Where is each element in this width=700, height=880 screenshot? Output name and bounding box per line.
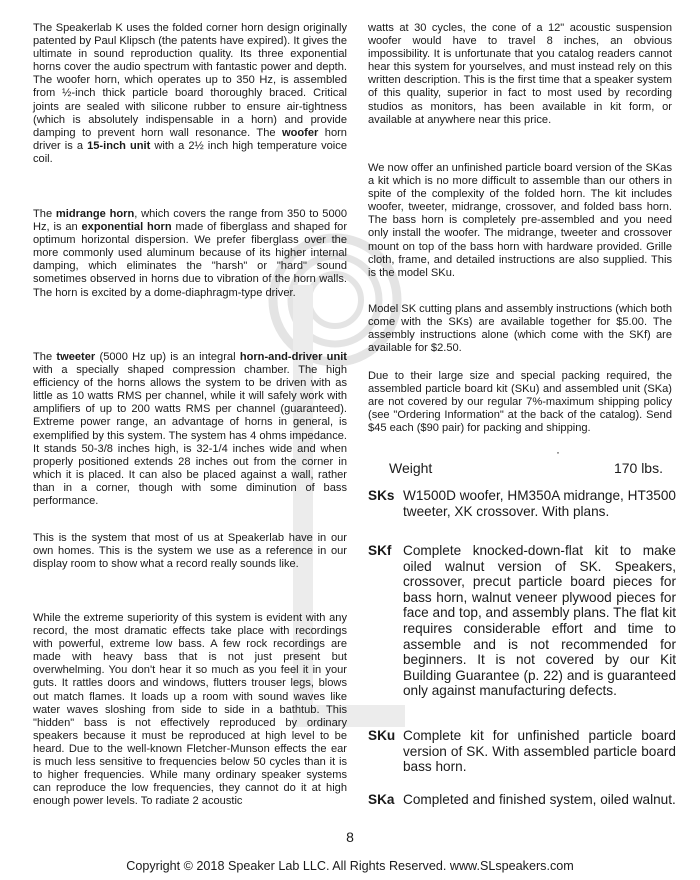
stray-mark: · (556, 445, 560, 459)
tweeter-paragraph (33, 351, 347, 508)
weight-label: Weight (389, 460, 433, 476)
text-run: The Speakerlab K uses the folded corner horn design originally patented by Paul Klipsch (the patents have expired). It gives the ultimate in sound reproduction quality. Its three exponential horns cover the audio spectrum with fantastic power and depth. The woofer horn, which operates up to 350 Hz, is assembled from ½-inch thick particle board thoroughly braced. Critical joints are sealed with silicone rubber to ensure air-tightness (which is absolutely indispensable in a horn) and provide damping to prevent horn wall resonance. The (33, 22, 347, 139)
kit-description: Completed and finished system, oiled walnut. (403, 792, 676, 807)
reference-paragraph: This is the system that most of us at Speakerlab have in our own homes. This is the system we use as a reference in our display room to show what a record really sounds like. (33, 532, 347, 571)
kit-code: SKs (368, 488, 395, 503)
copyright-footer: Copyright © 2018 Speaker Lab LLC. All Rights Reserved. www.SLspeakers.com (126, 859, 574, 873)
bold-term: 15-inch unit (87, 139, 151, 152)
weight-row (389, 460, 663, 476)
bold-term: exponential horn (81, 221, 172, 234)
kit-item (368, 728, 676, 775)
page-number: 8 (346, 829, 354, 845)
kit-item (368, 543, 676, 699)
bold-term: midrange horn (55, 208, 135, 220)
weight-value: 170 lbs. (613, 460, 663, 476)
text-run: , which covers the range from 350 to 5000 Hz, is an (33, 208, 347, 234)
text-run: made of fiberglass and shaped for optimum horizontal dispersion. We prefer fiberglass over the more commonly used aluminum because of its higher internal damping, which eliminates the "harsh" or "hard" sound sometimes observed in horns due to vibration of the horn walls. The horn is excited by a dome-diaphragm-type driver. (33, 221, 348, 299)
kit-item (368, 792, 676, 808)
bold-term: horn-and-driver unit (239, 351, 347, 363)
shipping-paragraph: Due to their large size and special packing required, the assembled particle board kit (SKu) and assembled unit (SKa) are not covered by our regular 7%-maximum shipping policy (see "Ordering Information" at the back of the catalog). Send $45 each ($90 pair) for packing and shipping. (368, 370, 672, 435)
intro-paragraph (33, 22, 347, 166)
bold-term: tweeter (56, 351, 96, 363)
bass-paragraph: While the extreme superiority of this system is evident with any record, the most dramatic effects take place with recordings with powerful, extreme low bass. A few rock recordings are made with heavy bass that is not just present but overwhelming. You don't hear it so much as you feel it in your guts. It rattles doors and windows, flutters trouser legs, blows out match flames. It loads up a room with sound waves like water waves sloshing from side to side in a bathtub. This "hidden" bass is not effectively reproduced by ordinary speakers because it must be reproduced at high level to be heard. Due to the well-known Fletcher-Munson effects the ear is much less sensitive to frequencies below 50 cycles than it is to higher frequencies. While many ordinary speaker systems can reproduce the low frequencies, they cannot do it at high enough power levels. To radiate 2 acoustic (33, 612, 347, 808)
text-run: horn driver is a (33, 126, 347, 152)
text-run: The (33, 351, 57, 363)
text-run: The (33, 208, 56, 220)
woofer-continuation-paragraph: watts at 30 cycles, the cone of a 12" acoustic suspension woofer would have to travel 8 inches, an obvious impossibility. It is unfortunate that you catalog readers cannot hear this system for yourselves, and must instead rely on this written description. This is the first time that a speaker system of this quality, superior in fact to most used by recording studios as monitors, has been available in kit form, or available at anywhere near this price. (368, 22, 672, 126)
midrange-paragraph (33, 208, 347, 300)
kit-code: SKu (368, 728, 396, 743)
text-run: (5000 Hz up) is an integral (95, 351, 240, 363)
kit-item (368, 488, 676, 519)
bold-term: woofer (281, 126, 319, 139)
kit-code: SKa (368, 792, 395, 807)
kit-code: SKf (368, 543, 392, 558)
plans-paragraph: Model SK cutting plans and assembly instructions (which both come with the SKs) are available together for $5.00. The assembly instructions alone (which come with the SKf) are available for $2.50. (368, 303, 673, 355)
text-run: with a specially shaped compression chamber. The high efficiency of the horns allows the system to be driven with as little as 10 watts RMS per channel, while it will safely work with amplifiers of up to 200 watts RMS per channel (guaranteed). Extreme power range, an advantage of horns in general, is exemplified by this system. The system has 4 ohms impedance. It stands 50-3/8 inches high, is 32-1/4 inches wide and when properly positioned extends 28 inches out from the corner in which it is placed. It can also be placed against a wall, rather than in a corner, though with some diminution of bass performance. (33, 364, 347, 508)
unfinished-kit-paragraph: We now offer an unfinished particle board version of the SKas a kit which is no more difficult to assemble than our others in spite of the complexity of the folded horn. The kit includes woofer, tweeter, midrange, crossover, and folded bass horn. The bass horn is completely pre-assembled and you need only install the woofer. The midrange, tweeter and crossover mount on top of the bass horn with hardware provided. Grille cloth, frame, and detailed instructions are also supplied. This is the model SKu. (368, 162, 672, 279)
kit-description: Complete kit for unfinished particle board version of SK. With assembled particle board bass horn. (403, 728, 676, 775)
text-run: with a 2½ inch high temperature voice coil. (33, 139, 347, 165)
kit-description: Complete knocked-down-flat kit to make oiled walnut version of SK. Speakers, crossover, precut particle board pieces for bass horn, walnut veneer plywood pieces for face and top, and assembly plans. The flat kit requires considerable effort and time to assemble and is not recommended for beginners. It is not covered by our Kit Building Guarantee (p. 22) and is guaranteed only against manufacturing defects. (403, 543, 676, 699)
kit-description: W1500D woofer, HM350A midrange, HT3500 tweeter, XK crossover. With plans. (403, 488, 676, 519)
